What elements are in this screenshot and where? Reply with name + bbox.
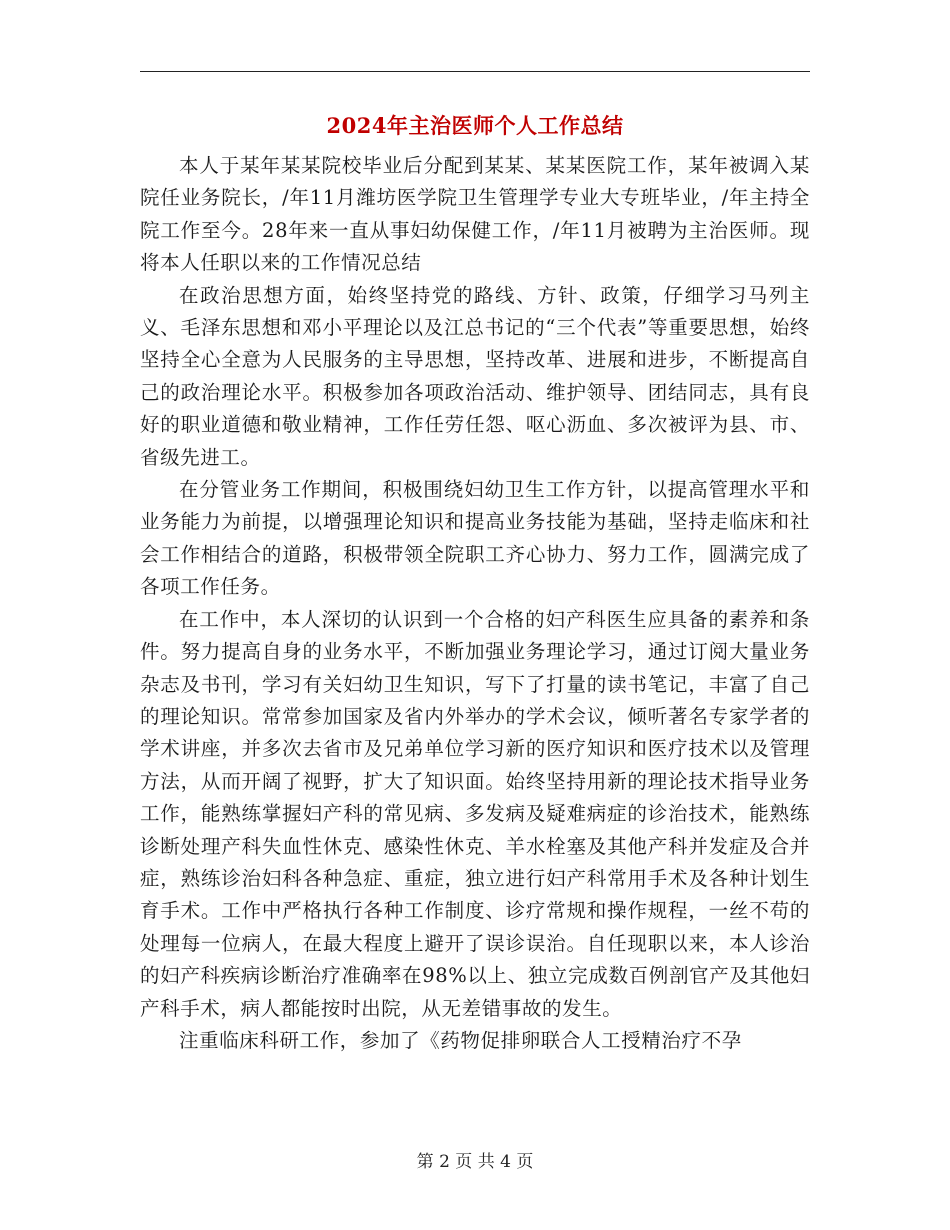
paragraph: 本人于某年某某院校毕业后分配到某某、某某医院工作，某年被调入某院任业务院长，/年11月潍坊医学院卫生管理学专业大专班毕业，/年主持全院工作至今。28年来一直从事妇幼保健工作，/年11月被聘为主治医师。现将本人任职以来的工作情况总结 — [140, 154, 810, 275]
paragraph: 在政治思想方面，始终坚持党的路线、方针、政策，仔细学习马列主义、毛泽东思想和邓小平理论以及江总书记的“三个代表”等重要思想，始终坚持全心全意为人民服务的主导思想，坚持改革、进展和进步，不断提高自己的政治理论水平。积极参加各项政治活动、维护领导、团结同志，具有良好的职业道德和敬业精神，工作任劳任怨、呕心沥血、多次被评为县、市、省级先进工。 — [140, 283, 810, 469]
paragraph: 注重临床科研工作，参加了《药物促排卵联合人工授精治疗不孕 — [179, 1028, 742, 1052]
paragraph: 在分管业务工作期间，积极围绕妇幼卫生工作方针，以提高管理水平和业务能力为前提，以增强理论知识和提高业务技能为基础，坚持走临床和社会工作相结合的道路，积极带领全院职工齐心协力、努力工作，圆满完成了各项工作任务。 — [140, 478, 810, 599]
header-rule — [140, 71, 810, 72]
document-body — [140, 150, 810, 1057]
page-footer — [0, 1150, 950, 1174]
paragraph: 在工作中，本人深切的认识到一个合格的妇产科医生应具备的素养和条件。努力提高自身的业务水平，不断加强业务理论学习，通过订阅大量业务杂志及书刊，学习有关妇幼卫生知识，写下了打量的读书笔记，丰富了自己的理论知识。常常参加国家及省内外举办的学术会议，倾听著名专家学者的学术讲座，并多次去省市及兄弟单位学习新的医疗知识和医疗技术以及管理方法，从而开阔了视野，扩大了知识面。始终坚持用新的理论技术指导业务工作，能熟练掌握妇产科的常见病、多发病及疑难病症的诊治技术，能熟练诊断处理产科失血性休克、感染性休克、羊水栓塞及其他产科并发症及合并症，熟练诊治妇科各种急症、重症，独立进行妇产科常用手术及各种计划生育手术。工作中严格执行各种工作制度、诊疗常规和操作规程，一丝不苟的处理每一位病人，在最大程度上避开了误诊误治。自任现职以来，本人诊治的妇产科疾病诊断治疗准确率在98%以上、独立完成数百例剖官产及其他妇产科手术，病人都能按时出院，从无差错事故的发生。 — [140, 607, 810, 1020]
page-number: 第 2 页 共 4 页 — [416, 1152, 534, 1172]
document-title: 2024年主治医师个人工作总结 — [326, 113, 624, 138]
